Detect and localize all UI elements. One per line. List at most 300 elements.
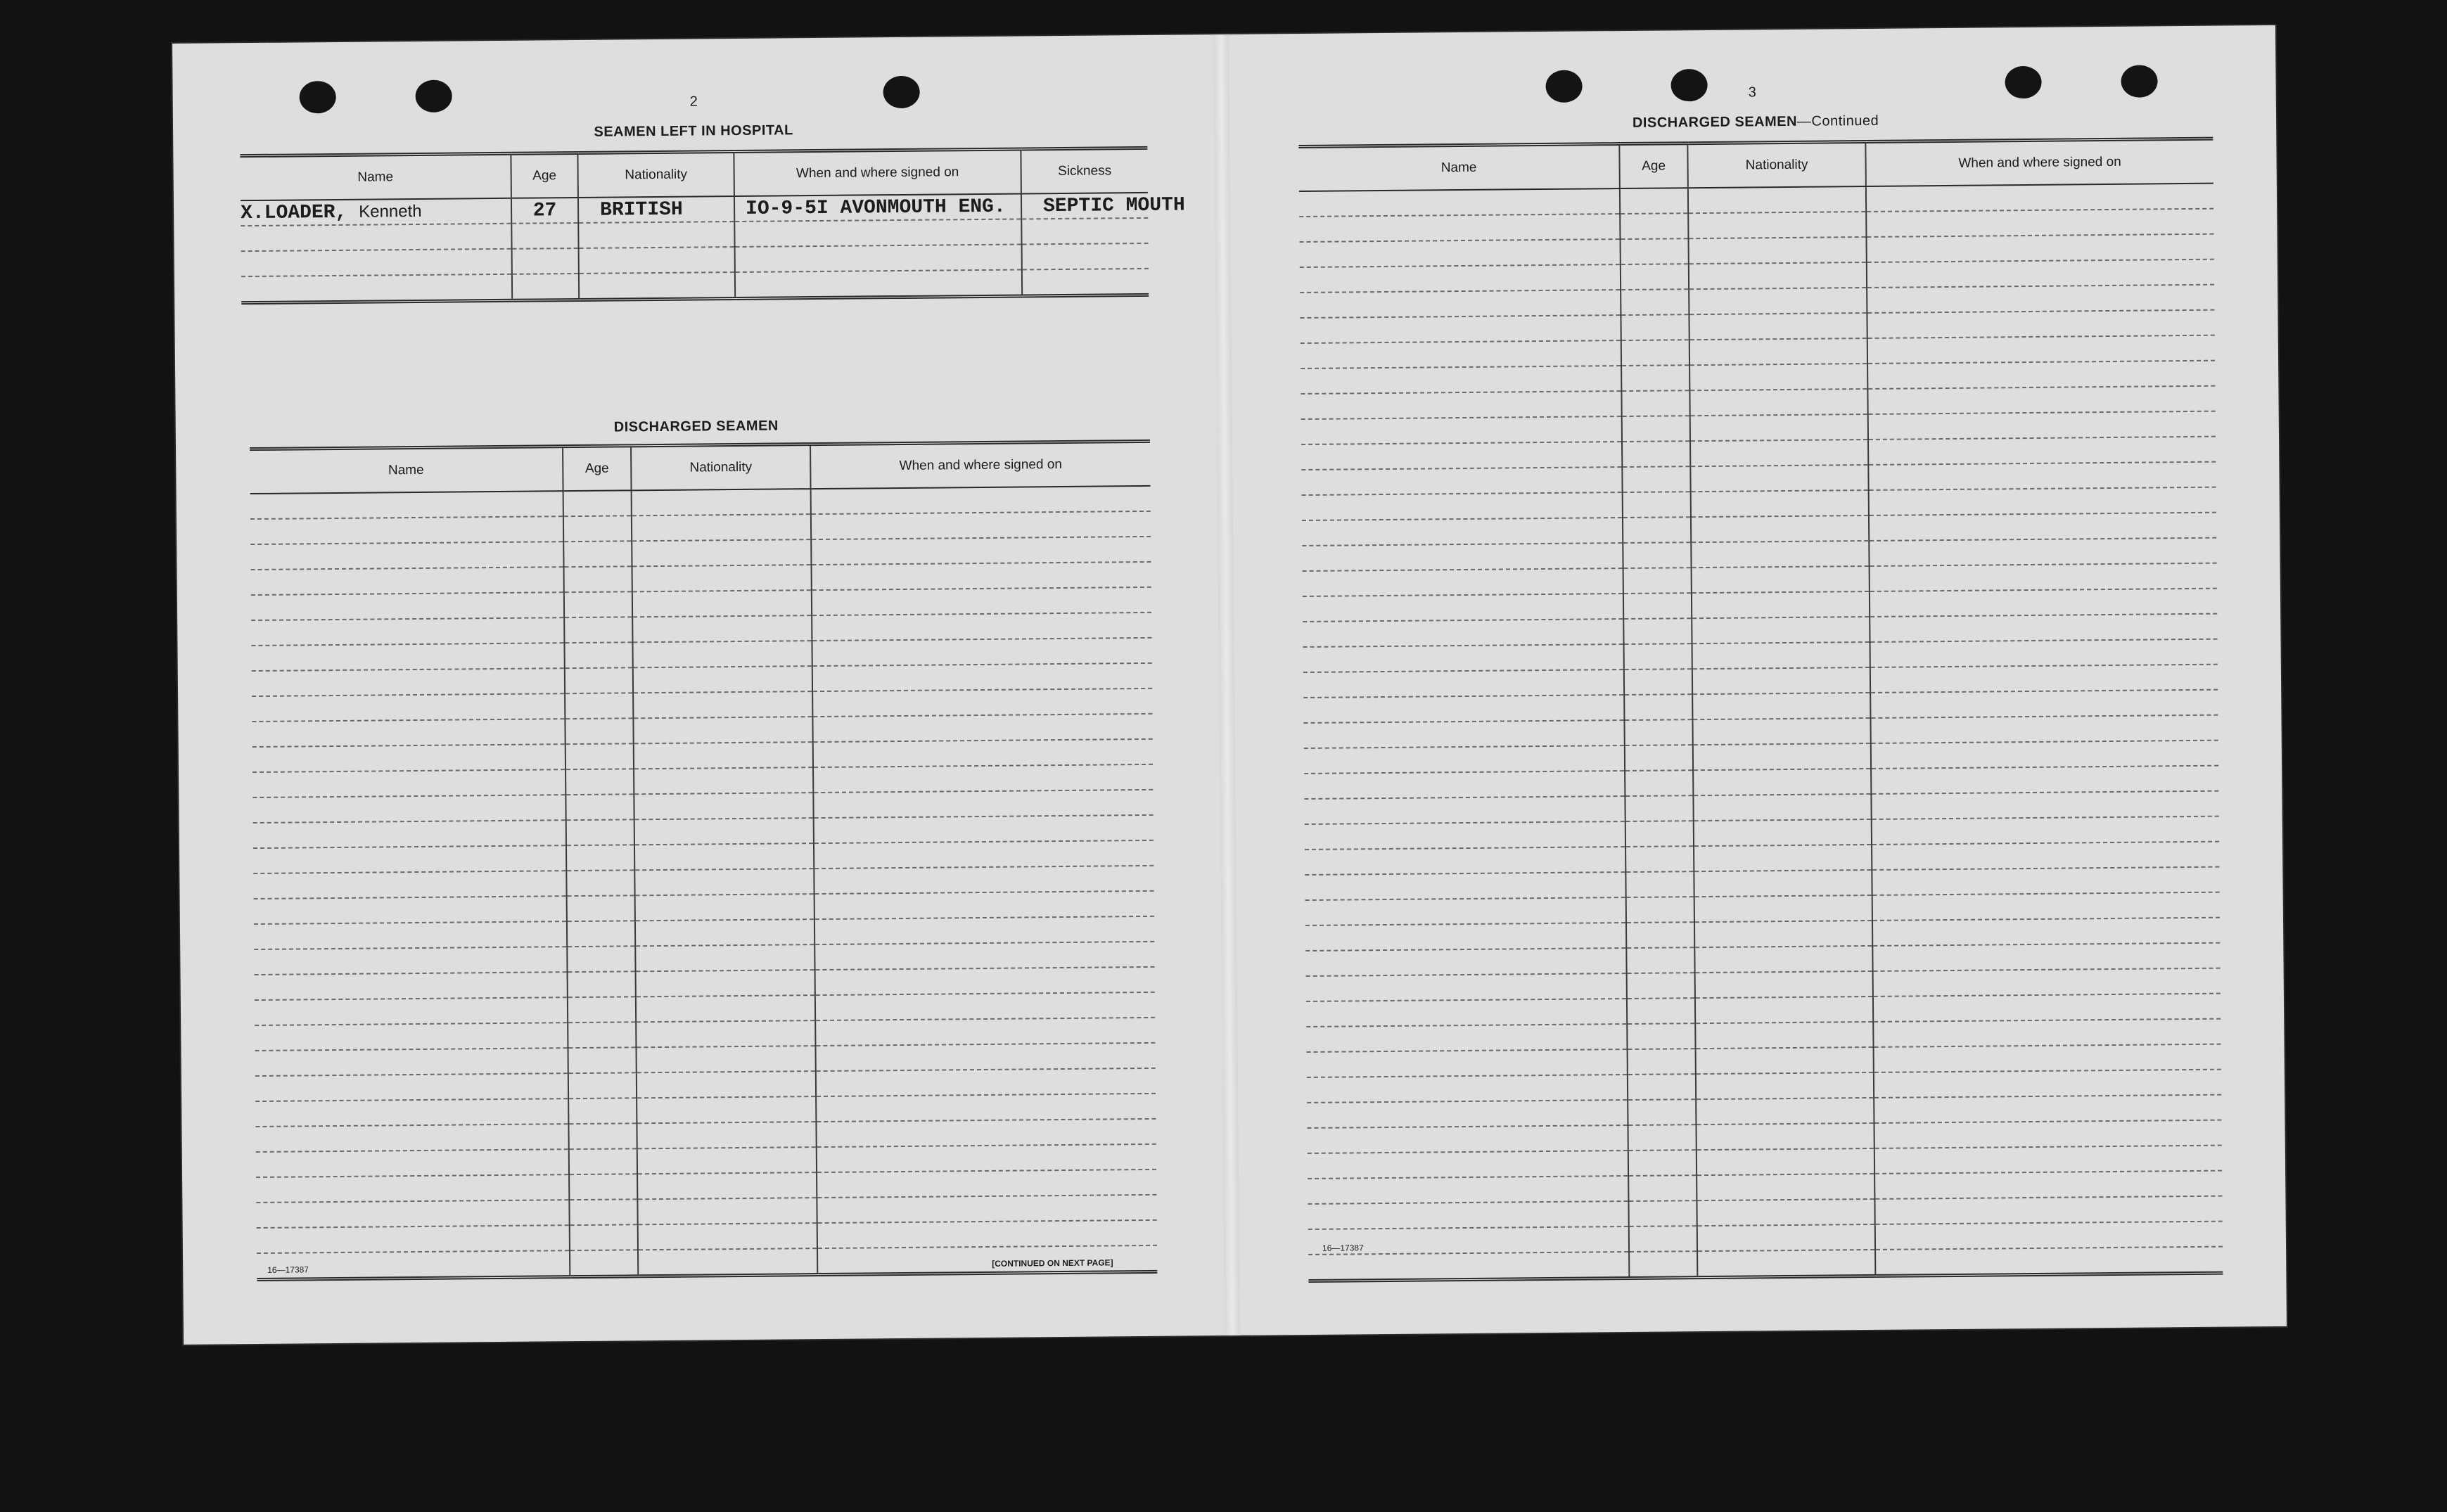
empty-cell: [1306, 973, 1627, 1001]
empty-cell: [812, 613, 1151, 641]
empty-cell: [1867, 361, 2215, 389]
empty-cell: [1303, 619, 1623, 647]
empty-cell: [1300, 264, 1621, 293]
discharged-section-title: DISCHARGED SEAMEN: [613, 418, 779, 435]
empty-cell: [811, 486, 1151, 514]
empty-cell: [1627, 973, 1695, 999]
empty-cell: [634, 767, 813, 794]
empty-cell: [1301, 340, 1621, 369]
empty-cell: [1869, 538, 2216, 566]
empty-cell: [1867, 285, 2214, 313]
empty-cell: [632, 539, 811, 566]
empty-cell: [1866, 184, 2213, 212]
empty-cell: [1690, 465, 1868, 492]
seaman-given-name: Kenneth: [359, 201, 422, 222]
empty-cell: [256, 1174, 569, 1203]
col-header-age: Age: [511, 153, 578, 198]
empty-cell: [632, 641, 812, 667]
empty-cell: [637, 1172, 817, 1199]
empty-cell: [254, 947, 567, 975]
empty-cell: [253, 871, 566, 899]
empty-cell: [1626, 897, 1694, 923]
seaman-age: 27: [511, 198, 578, 224]
empty-cell: [1691, 490, 1869, 517]
empty-cell: [1872, 918, 2220, 946]
empty-cell: [1874, 1070, 2221, 1098]
empty-cell: [256, 1149, 569, 1177]
empty-cell: [1627, 998, 1695, 1024]
empty-cell: [1300, 239, 1621, 267]
right-section-title: [1298, 110, 2213, 134]
empty-cell: [1694, 921, 1872, 947]
empty-cell: [1305, 821, 1625, 850]
empty-cell: [811, 511, 1151, 539]
empty-cell: [1301, 391, 1621, 419]
empty-cell: [1875, 1247, 2223, 1276]
empty-cell: [817, 1220, 1157, 1248]
empty-cell: [1690, 440, 1868, 466]
empty-cell: [812, 638, 1151, 666]
empty-cell: [1873, 994, 2221, 1022]
empty-cell: [255, 1124, 568, 1152]
seaman-sickness: SEPTIC MOUTH: [1021, 193, 1148, 219]
empty-cell: [1697, 1174, 1874, 1200]
empty-cell: [568, 971, 636, 997]
empty-cell: [1301, 442, 1622, 470]
empty-cell: [1627, 1023, 1695, 1049]
empty-cell: [1307, 1100, 1628, 1128]
empty-cell: [566, 743, 634, 769]
empty-cell: [1624, 694, 1692, 720]
empty-cell: [254, 921, 567, 949]
empty-cell: [635, 944, 814, 971]
empty-cell: [1870, 589, 2217, 617]
empty-cell: [813, 764, 1153, 793]
empty-cell: [1871, 791, 2218, 819]
empty-cell: [1694, 845, 1872, 871]
empty-cell: [251, 617, 564, 646]
empty-cell: [255, 1073, 568, 1101]
empty-cell: [1696, 1047, 1874, 1074]
empty-cell: [814, 840, 1154, 869]
empty-cell: [1625, 871, 1694, 897]
empty-cell: [1306, 1024, 1627, 1052]
punch-hole: [1545, 70, 1582, 103]
empty-cell: [1620, 213, 1688, 239]
empty-cell: [1625, 770, 1693, 796]
empty-cell: [255, 997, 568, 1025]
empty-cell: [1873, 968, 2221, 997]
empty-cell: [814, 815, 1154, 843]
empty-cell: [1872, 816, 2219, 845]
empty-cell: [1867, 260, 2214, 288]
empty-cell: [1622, 416, 1690, 442]
empty-cell: [815, 1018, 1155, 1046]
open-ledger-sheet: [172, 25, 2287, 1345]
empty-cell: [1305, 923, 1626, 951]
empty-cell: [632, 590, 812, 617]
empty-cell: [1870, 614, 2217, 642]
empty-cell: [568, 1072, 637, 1098]
seaman-name-cell: [241, 198, 511, 226]
empty-cell: [1300, 315, 1621, 343]
empty-cell: [1303, 594, 1623, 622]
empty-cell: [565, 667, 633, 693]
empty-cell: [255, 972, 568, 1000]
empty-cell: [1873, 1019, 2221, 1047]
empty-cell: [1305, 948, 1626, 976]
empty-cell: [1621, 390, 1689, 416]
right-section-title-suffix: —Continued: [1796, 113, 1879, 129]
empty-cell: [634, 843, 814, 870]
empty-cell: [1874, 1171, 2222, 1199]
empty-cell: [1621, 289, 1689, 315]
empty-cell: [1874, 1196, 2222, 1224]
empty-cell: [1869, 513, 2216, 541]
empty-cell: [1874, 1146, 2222, 1174]
empty-cell: [1308, 1252, 1629, 1281]
empty-cell: [636, 970, 815, 997]
empty-cell: [1623, 542, 1691, 568]
empty-cell: [816, 1094, 1156, 1122]
empty-cell: [1693, 794, 1871, 821]
empty-cell: [812, 587, 1151, 615]
empty-cell: [1694, 895, 1872, 922]
empty-cell: [1628, 1049, 1696, 1075]
empty-cell: [255, 1048, 568, 1076]
empty-cell: [1692, 693, 1870, 719]
empty-cell: [1303, 644, 1624, 672]
empty-cell: [1622, 466, 1690, 492]
empty-cell: [1628, 1200, 1697, 1226]
empty-cell: [635, 919, 814, 946]
empty-cell: [1689, 237, 1867, 264]
empty-cell: [1874, 1095, 2221, 1123]
empty-cell: [1693, 743, 1871, 770]
empty-cell: [1689, 389, 1867, 416]
col-header-signed-on: When and where signed on: [810, 441, 1151, 489]
empty-cell: [1623, 517, 1691, 543]
empty-cell: [1870, 639, 2218, 667]
empty-cell: [812, 663, 1152, 691]
empty-cell: [1628, 1074, 1696, 1100]
empty-cell: [1299, 188, 1620, 217]
empty-cell: [253, 845, 566, 873]
empty-cell: [568, 997, 636, 1023]
empty-cell: [1628, 1150, 1697, 1176]
punch-hole: [1670, 69, 1707, 101]
empty-cell: [252, 719, 565, 747]
empty-cell: [564, 591, 632, 617]
empty-cell: [636, 1046, 815, 1072]
empty-cell: [252, 668, 565, 696]
empty-cell: [1689, 313, 1867, 340]
empty-cell: [1624, 669, 1692, 695]
empty-cell: [636, 1020, 815, 1047]
empty-cell: [1689, 262, 1867, 289]
empty-cell: [1866, 209, 2213, 237]
empty-cell: [1303, 720, 1624, 748]
col-header-signed-on: When and where signed on: [1865, 139, 2213, 186]
empty-cell: [1697, 1148, 1874, 1175]
punch-hole: [2005, 66, 2041, 98]
empty-cell: [1307, 1075, 1628, 1103]
empty-cell: [633, 666, 812, 693]
empty-cell: [1299, 214, 1620, 242]
empty-cell: [1625, 745, 1693, 771]
empty-cell: [635, 894, 814, 921]
right-section-title-main: DISCHARGED SEAMEN: [1632, 113, 1798, 131]
empty-cell: [1872, 892, 2220, 921]
empty-cell: [1874, 1044, 2221, 1072]
empty-cell: [568, 1098, 637, 1124]
empty-cell: [1621, 365, 1689, 391]
empty-cell: [1308, 1201, 1628, 1229]
empty-cell: [1621, 340, 1689, 366]
empty-cell: [1697, 1199, 1874, 1226]
empty-cell: [637, 1096, 816, 1123]
empty-cell: [1621, 238, 1689, 264]
empty-cell: [1308, 1125, 1628, 1153]
empty-cell: [569, 1174, 637, 1200]
empty-cell: [1621, 314, 1689, 340]
empty-cell: [1300, 290, 1621, 318]
empty-cell: [1867, 335, 2215, 364]
empty-cell: [1625, 795, 1693, 821]
empty-cell: [812, 688, 1152, 717]
empty-cell: [1692, 718, 1870, 745]
empty-cell: [1870, 563, 2217, 591]
hospital-table: [240, 146, 1185, 305]
empty-cell: [1304, 771, 1625, 799]
col-header-nationality: Nationality: [577, 152, 734, 198]
empty-cell: [634, 869, 814, 895]
empty-cell: [1628, 1175, 1697, 1201]
empty-cell: [1629, 1251, 1697, 1278]
empty-cell: [1697, 1224, 1875, 1251]
empty-cell: [1623, 618, 1692, 644]
empty-cell: [634, 793, 813, 819]
empty-cell: [250, 491, 563, 519]
empty-cell: [252, 693, 565, 722]
seaman-surname: X.LOADER,: [240, 201, 347, 224]
empty-cell: [569, 1148, 637, 1174]
col-header-age: Age: [1619, 143, 1688, 188]
empty-cell: [1692, 667, 1870, 694]
empty-cell: [632, 565, 812, 591]
empty-cell: [1870, 715, 2218, 743]
empty-cell: [1696, 1072, 1874, 1099]
seaman-signed-on: IO-9-5I AVONMOUTH ENG.: [734, 193, 1021, 222]
empty-cell: [566, 794, 634, 820]
empty-cell: [1304, 796, 1625, 824]
empty-cell: [1870, 690, 2218, 718]
empty-cell: [568, 1047, 636, 1073]
empty-cell: [1303, 669, 1624, 698]
empty-cell: [1305, 897, 1626, 925]
empty-cell: [812, 714, 1152, 742]
empty-cell: [815, 992, 1155, 1020]
empty-cell: [1303, 695, 1624, 723]
empty-cell: [814, 916, 1154, 944]
empty-cell: [812, 562, 1151, 590]
empty-cell: [1694, 819, 1872, 846]
empty-cell: [1623, 568, 1692, 594]
empty-cell: [1868, 437, 2216, 465]
empty-cell: [633, 691, 812, 718]
col-header-nationality: Nationality: [1687, 141, 1866, 188]
empty-cell: [1871, 741, 2218, 769]
empty-cell: [1303, 568, 1623, 596]
empty-cell: [1628, 1125, 1697, 1151]
empty-cell: [1695, 1022, 1873, 1049]
empty-cell: [1694, 946, 1872, 973]
empty-cell: [566, 845, 634, 871]
empty-cell: [1691, 541, 1869, 568]
empty-cell: [638, 1223, 817, 1250]
empty-cell: [1691, 515, 1869, 542]
empty-cell: [1874, 1120, 2221, 1148]
col-header-name: Name: [240, 153, 511, 200]
empty-cell: [1866, 234, 2213, 262]
empty-cell: [1308, 1151, 1628, 1179]
empty-cell: [569, 1199, 637, 1225]
empty-cell: [817, 1170, 1156, 1198]
col-header-name: Name: [1298, 144, 1620, 191]
empty-cell: [1306, 999, 1627, 1027]
empty-cell: [570, 1250, 638, 1276]
empty-cell: [1696, 1098, 1874, 1125]
empty-cell: [255, 1098, 568, 1127]
empty-cell: [1872, 842, 2219, 870]
empty-cell: [566, 769, 634, 795]
empty-cell: [250, 542, 563, 570]
empty-cell: [1626, 922, 1694, 948]
empty-cell: [251, 592, 564, 620]
empty-cell: [1872, 943, 2220, 971]
empty-cell: [634, 742, 813, 769]
punch-hole: [883, 76, 919, 108]
empty-cell: [256, 1200, 569, 1228]
empty-cell: [637, 1122, 816, 1148]
empty-cell: [568, 1123, 637, 1149]
empty-cell: [632, 514, 811, 541]
empty-cell: [1692, 617, 1870, 643]
empty-cell: [567, 921, 635, 947]
empty-cell: [1623, 492, 1691, 518]
empty-cell: [564, 617, 632, 643]
empty-cell: [816, 1119, 1156, 1147]
empty-cell: [817, 1144, 1156, 1172]
empty-cell: [1689, 338, 1867, 365]
empty-cell: [1690, 414, 1868, 441]
col-header-signed-on: When and where signed on: [734, 149, 1021, 196]
empty-cell: [1688, 212, 1866, 238]
empty-cell: [253, 744, 566, 772]
empty-cell: [251, 567, 564, 595]
empty-cell: [1689, 364, 1867, 390]
empty-cell: [251, 643, 564, 671]
empty-cell: [563, 490, 632, 516]
empty-cell: [564, 566, 632, 592]
empty-cell: [1695, 997, 1873, 1023]
empty-cell: [811, 537, 1151, 565]
col-header-sickness: Sickness: [1021, 148, 1148, 193]
punch-hole: [2121, 65, 2157, 97]
right-page-number: 3: [1748, 84, 1756, 101]
empty-cell: [1308, 1176, 1628, 1204]
empty-cell: [566, 870, 634, 896]
empty-cell: [1626, 947, 1694, 973]
empty-cell: [1625, 846, 1694, 872]
empty-cell: [1628, 1099, 1696, 1125]
empty-cell: [1692, 642, 1870, 669]
empty-cell: [1867, 386, 2215, 414]
empty-cell: [1624, 643, 1692, 669]
discharged-table-left: [250, 440, 1157, 1281]
empty-cell: [636, 995, 815, 1022]
col-header-nationality: Nationality: [631, 444, 811, 491]
empty-cell: [563, 541, 632, 567]
empty-cell: [817, 1195, 1156, 1223]
empty-cell: [1625, 821, 1694, 847]
empty-cell: [814, 891, 1154, 919]
empty-cell: [813, 790, 1153, 818]
empty-cell: [1696, 1123, 1874, 1150]
empty-cell: [1307, 1049, 1628, 1077]
empty-cell: [568, 1022, 636, 1048]
empty-cell: [564, 642, 632, 668]
empty-cell: [1305, 872, 1625, 900]
empty-cell: [632, 489, 811, 515]
empty-cell: [1622, 441, 1690, 467]
empty-cell: [1875, 1222, 2223, 1250]
empty-cell: [1623, 593, 1692, 619]
empty-cell: [257, 1225, 570, 1253]
empty-cell: [253, 769, 566, 797]
empty-cell: [815, 1043, 1155, 1071]
hospital-section-title: SEAMEN LEFT IN HOSPITAL: [594, 122, 793, 140]
empty-cell: [814, 942, 1154, 970]
empty-cell: [1624, 719, 1692, 745]
empty-cell: [1870, 665, 2218, 693]
empty-cell: [1629, 1226, 1697, 1252]
empty-cell: [1693, 769, 1871, 795]
empty-cell: [566, 819, 634, 845]
empty-cell: [1302, 518, 1623, 546]
col-header-age: Age: [563, 446, 632, 491]
empty-cell: [570, 1224, 638, 1250]
empty-cell: [565, 718, 633, 744]
page-gutter: [1213, 34, 1240, 1335]
empty-cell: [255, 1023, 568, 1051]
empty-cell: [1689, 288, 1867, 314]
empty-cell: [1867, 310, 2214, 338]
left-page-number: 2: [689, 94, 698, 110]
seaman-nationality: BRITISH: [578, 196, 734, 223]
empty-cell: [1304, 745, 1625, 774]
empty-cell: [1872, 867, 2219, 895]
empty-cell: [567, 895, 635, 921]
empty-cell: [638, 1248, 817, 1276]
empty-cell: [1692, 566, 1870, 593]
empty-cell: [1301, 366, 1621, 394]
right-footer-code: 16—17387: [1322, 1243, 1364, 1253]
empty-cell: [815, 967, 1155, 995]
empty-cell: [634, 818, 814, 845]
empty-cell: [632, 615, 812, 642]
empty-cell: [813, 739, 1153, 767]
